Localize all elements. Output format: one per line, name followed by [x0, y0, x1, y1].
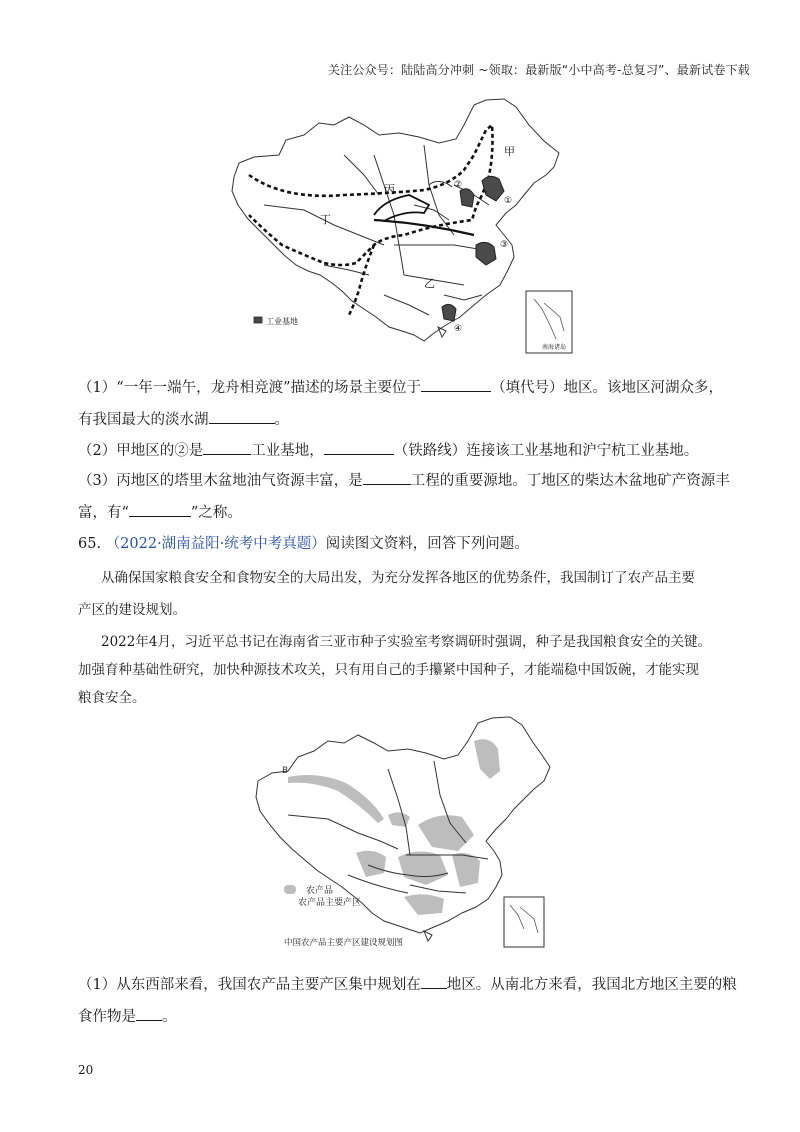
q65-para2-line1: 2022年4月，习近平总书记在海南省三亚市种子实验室考察调研时强调，种子是我国粮食安全的关键。 — [101, 634, 711, 650]
label-yi: 乙 — [424, 277, 435, 290]
answer-blank — [209, 409, 275, 424]
q65-para2-line3: 粮食安全。 — [78, 690, 146, 706]
label-4: ④ — [454, 324, 463, 334]
answer-blank — [421, 974, 447, 989]
label-bing: 丙 — [384, 183, 395, 196]
label-1: ① — [504, 196, 513, 206]
production-area-b — [288, 775, 384, 823]
q64-part3-line2: 富，有“ ”之称。 — [78, 502, 242, 523]
q65-para1-line2: 产区的建设规划。 — [78, 602, 186, 618]
map2-caption: 中国农产品主要产区建设规划图 — [284, 938, 404, 948]
q64-part3-line1: （3）丙地区的塔里木盆地油气资源丰富，是 工程的重要源地。丁地区的柴达木盆地矿产资源丰 — [78, 470, 730, 491]
industrial-base-1 — [482, 176, 504, 201]
map2-legend: 农产品主要产区 — [298, 898, 362, 908]
q65-para1-line1: 从确保国家粮食安全和食物安全的大局出发，为充分发挥各地区的优势条件，我国制订了农产品主要 — [101, 570, 695, 586]
q64-part1-line1: （1）“一年一端午，龙舟相竞渡”描述的场景主要位于 （填代号）地区。该地区河湖众多， — [78, 377, 723, 398]
label-jia: 甲 — [504, 145, 515, 158]
q64-part2: （2）甲地区的②是 工业基地， （铁路线）连接该工业基地和沪宁杭工业基地。 — [78, 440, 698, 461]
answer-blank — [129, 502, 191, 517]
inset-label: 南海诸岛 — [542, 344, 567, 351]
answer-blank — [136, 1006, 162, 1021]
q65-part1-line2: 食作物是 。 — [78, 1006, 177, 1027]
industrial-base-2 — [460, 189, 474, 207]
q65-para2-line2: 加强育种基础性研究，加快种源技术攻关，只有用自己的手攥紧中国种子，才能端稳中国饭碗，才能实现 — [78, 662, 699, 678]
answer-blank — [363, 470, 411, 485]
industrial-base-map — [224, 95, 580, 357]
china-outline — [232, 99, 559, 341]
industrial-base-3 — [476, 242, 496, 265]
label-2: ② — [454, 180, 463, 190]
answer-blank — [421, 377, 491, 392]
south-sea-inset-2 — [504, 897, 544, 947]
page-header: 关注公众号：陆陆高分冲刺 ~领取：最新版“小中高考-总复习”、最新试卷下载 — [327, 63, 750, 77]
q65-part1-line1: （1）从东西部来看，我国农产品主要产区集中规划在 地区。从南北方来看，我国北方地区主要的粮 — [78, 974, 737, 995]
map2-legend-line1: 农产品 — [306, 886, 334, 896]
label-ding: 丁 — [320, 213, 331, 226]
north-south-boundary — [249, 125, 493, 265]
industrial-base-4 — [442, 304, 456, 321]
agriculture-area-map — [248, 715, 556, 950]
production-area-north-china — [418, 815, 474, 851]
label-3: ③ — [500, 240, 509, 250]
page-number: 20 — [78, 1063, 94, 1077]
map1-legend: 工业基地 — [266, 317, 298, 326]
map2-label-b: B — [282, 766, 289, 776]
q65-source: （2022·湖南益阳·统考中考真题） — [105, 536, 326, 552]
q65-heading: 65. （2022·湖南益阳·统考中考真题）阅读图文资料，回答下列问题。 — [78, 536, 529, 552]
production-area-south — [404, 894, 444, 915]
production-area-central — [398, 851, 448, 885]
answer-blank — [203, 440, 251, 455]
q64-part1-line2: 有我国最大的淡水湖 。 — [78, 409, 289, 430]
production-area-hetao — [388, 812, 410, 827]
production-area-northeast — [474, 739, 500, 779]
answer-blank — [324, 440, 394, 455]
production-area-sichuan — [356, 851, 386, 877]
production-area-yangtze — [452, 853, 480, 887]
